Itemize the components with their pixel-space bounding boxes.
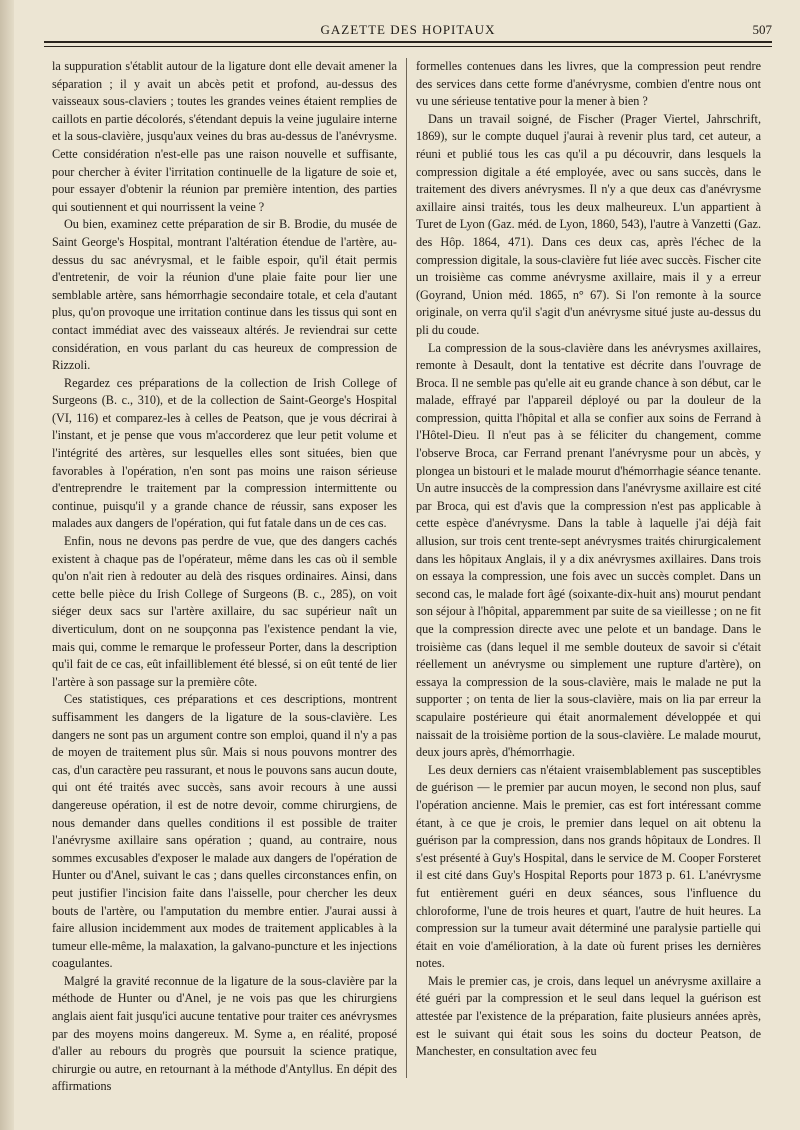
paragraph: Ces statistiques, ces préparations et ces descriptions, montrent suffisamment les dangers de la ligature de la sous-clavière. Les dangers ne sont pas un argument contre son emploi, quand il n'y a pas de moyen de traitement plus sûr. Mais si nous pouvons montrer des cas, d'un caractère peu rassurant, et nous le pouvons sans aucun doute, qui ont été traités avec succès, sans avoir recours à une aussi dangereuse opération, il est de notre devoir, comme chirurgiens, de nous demander dans quelles conditions il est possible de traiter l'anévrysme axillaire sans opération ; quand, au contraire, nous sommes excusables d'exposer le malade aux dangers de l'opération de Hunter ou d'Anel, suivant le cas ; dans quelles circonstances enfin, on peut justifier l'incision faite dans l'aisselle, pour chercher les deux bouts de l'artère, ou l'amputation du membre entier. J'aurai aussi à faire allusion incidemment aux modes de traitement applicables à la tumeur elle-même, la malaxation, la galvano-puncture et les injections coagulantes. — [52, 692, 397, 971]
paragraph: formelles contenues dans les livres, que la compression peut rendre des services dans cette forme d'anévrysme, combien d'entre nous ont vu une sérieuse tentative pour la mener à bien ? — [416, 59, 761, 109]
paragraph: la suppuration s'établit autour de la ligature dont elle devait amener la séparation ; il y avait un abcès petit et profond, au-dessus des vaisseaux sous-claviers ; toutes les grandes veines étaient remplies de caillots en partie décolorés, s'étendant depuis la veine jugulaire interne et la sous-clavière, jusqu'aux veines du bras au-dessus de l'anévrysme. Cette considération n'est-elle pas une raison nouvelle et suffisante, pour chercher à éviter l'irritation continuelle de la ligature de soie et, pour essayer d'obtenir la réunion par première intention, des parties qui soutiennent et qui nourrissent la veine ? — [52, 59, 397, 214]
header-rule-thin — [44, 46, 772, 47]
journal-title: GAZETTE DES HOPITAUX — [320, 22, 496, 37]
page-header — [44, 18, 772, 40]
paragraph: Ou bien, examinez cette préparation de sir B. Brodie, du musée de Saint George's Hospital, montrant l'altération étendue de l'artère, au-dessus du sac anévrysmal, et le faible espoir, qu'il était permis d'entretenir, de voir la réunion d'une plaie faite pour lier une semblable artère, sans hémorrhagie secondaire totale, et cela d'autant plus, qu'on provoque une irritation continue dans les tissus qui sont en contact immédiat avec des vaisseaux altérés. Je reviendrai sur cette considération, en vous parlant du cas heureux de compression de Rizzoli. — [52, 217, 397, 373]
page-edge — [0, 0, 14, 1130]
paragraph: Dans un travail soigné, de Fischer (Prager Viertel, Jahrschrift, 1869), sur le compte duquel j'aurai à revenir plus tard, cet auteur, a réuni et publié tous les cas qu'il a pu découvrir, dans lesquels la compression digitale a été employée, avec ou sans succès, dans le traitement des divers anévrysmes. Il n'y a que deux cas d'anévrysme axillaire ainsi traités, tous les deux malheureux. L'un appartient à Turet de Lyon (Gaz. méd. de Lyon, 1860, 543), l'autre à Vanzetti (Gaz. des Hôp. 1864, 471). Dans ces deux cas, après l'échec de la compression digitale, la sous-clavière fut liée avec succès. Fischer cite un troisième cas comme anévrysme axillaire, mais il y a erreur (Goyrand, Union méd. 1865, n° 67). Si l'on remonte à la source originale, on verra qu'il s'agit d'un anévrysme situé juste au-dessus du pli du coude. — [416, 111, 761, 337]
column-divider — [406, 58, 407, 1078]
paragraph: Enfin, nous ne devons pas perdre de vue, que des dangers cachés existent à chaque pas de l'opérateur, même dans les cas où il semble qu'on n'ait rien à redouter au delà des risques ordinaires. Ainsi, dans cette belle pièce du Irish College of Surgeons (B. c., 285), on voit siéger deux sacs sur l'artère axillaire, du sac supérieur naît un diverticulum, dont on ne soupçonna pas l'existence pendant la vie, mais qui, comme le remarque le professeur Porter, dans la description qu'il fait de ce cas, eût infailliblement été blessé, si on eût tenté de lier l'artère à son passage sur la première côte. — [52, 534, 397, 689]
paragraph: Mais le premier cas, je crois, dans lequel un anévrysme axillaire a été guéri par la compression et le seul dans lequel la guérison est attestée par l'existence de la préparation, faite plusieurs années après, est le suivant qui était sous les soins du docteur Peatson, de Manchester, en consultation avec feu — [416, 973, 761, 1059]
right-column — [416, 58, 761, 1130]
paragraph: Regardez ces préparations de la collection de Irish College of Surgeons (B. c., 310), et de la collection de Saint-George's Hospital (VI, 116) et comparez-les à celles de Peatson, que je vous décrirai à l'instant, et je pense que vous m'accorderez que leur petit volume et l'intégrité des artères, sur lesquelles elles sont situées, bien que favorables à l'opération, n'en sont pas moins une raison sérieuse d'entreprendre le traitement par la compression intermittente ou continue, puisqu'il y a grande chance de réussir, sans exposer les malades aux dangers de l'opération, qui fut fatale dans un de ces cas. — [52, 375, 397, 531]
page-number: 507 — [752, 22, 772, 37]
left-column — [52, 58, 397, 1130]
paragraph: Les deux derniers cas n'étaient vraisemblablement pas susceptibles de guérison — le premier par aucun moyen, le second non plus, sauf l'opération ancienne. Mais le premier, cas est fort intéressant comme étant, à ce que je crois, le premier dans lequel on ait obtenu la guérison par la compression, dans nos grands hôpitaux de Londres. Il s'est présenté à Guy's Hospital, dans le service de M. Cooper Forsteret il est cité dans Guy's Hospital Reports pour 1873 p. 61. L'anévrysme fut entièrement guéri en deux séances, sous l'influence du chloroforme, l'une de trois heures et quart, l'autre de huit heures. La compression sur la tumeur avait déterminé une paralysie partielle qui était en voie d'amélioration, à la date où furent prises les dernières notes. — [416, 762, 761, 971]
header-rule — [44, 41, 772, 43]
paragraph: Malgré la gravité reconnue de la ligature de la sous-clavière par la méthode de Hunter ou d'Anel, je ne vois pas que les chirurgiens anglais aient fait jusqu'ici aucune tentative pour traiter ces anévrysmes par des moyens moins dangereux. M. Syme a, en réalité, proposé d'aller au rebours du progrès que poursuit la science pratique, chirurgie ou autre, en retournant à la méthode d'Antyllus. En dépit des affirmations — [52, 973, 397, 1094]
paragraph: La compression de la sous-clavière dans les anévrysmes axillaires, remonte à Desault, dont la tentative est décrite dans l'ouvrage de Broca. Il ne semble pas qu'elle ait eu grande chance à son début, car le malade, effrayé par l'appareil déployé ou par la douleur de la compression, quitta l'hôpital et alla se confier aux soins de Ferrand à l'Hôtel-Dieu. Il n'eut pas à se féliciter du changement, comme l'observe Broca, car Ferrand prenant l'anévrysme pour un abcès, y plongea un bistouri et le malade mourut d'hémorrhagie séance tenante. Un autre insuccès de la compression dans l'anévrysme axillaire est cité par Broca, qui est d'avis que la compression n'est pas applicable à cette espèce d'anévrysme. Dans la table à laquelle j'ai déjà fait allusion, sur trois cent trente-sept anévrysmes traités chirurgicalement dans les hôpitaux Anglais, il y a dix anévrysmes axillaires. Dans trois on essaya la compression, une fois avec un succès complet. Dans un second cas, le malade fort âgé (soixante-dix-huit ans) mourut pendant son séjour à l'hôpital, apparemment par suite de sa vieillesse ; on ne fit que la compression directe avec une pelote et un bandage. Dans le troisième cas (dans lequel il me semble douteux de savoir si c'était réellement un anévrysme ou simplement une rupture d'artère), on essaya la compression de la sous-clavière, mais le malade ne put la supporter ; on tenta de lier la sous-clavière, mais on lia par erreur la scapulaire postérieure qui était anormalement développée et qui naissait de la troisième portion de la sous-clavière. Le malade mourut, deux jours après, d'hémorrhagie. — [416, 340, 761, 760]
